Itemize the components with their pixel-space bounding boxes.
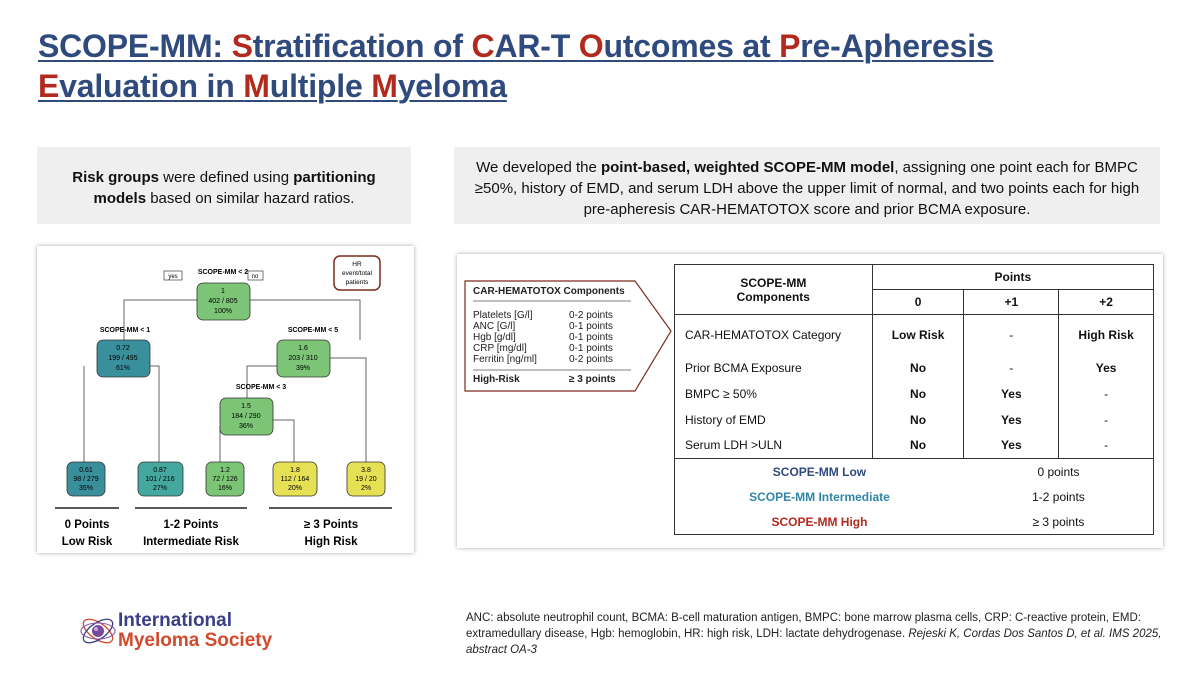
- svg-text:36%: 36%: [238, 423, 254, 430]
- svg-text:184 / 290: 184 / 290: [231, 413, 261, 420]
- title-initial: M: [243, 68, 270, 104]
- svg-text:1: 1: [221, 288, 225, 295]
- page-title: [38, 26, 1158, 106]
- svg-text:27%: 27%: [152, 485, 168, 492]
- components-header: SCOPE-MM Components: [675, 265, 873, 315]
- intro-left-text-2: based on similar hazard ratios.: [146, 190, 355, 207]
- node-leaf5: [347, 462, 385, 496]
- table-row: BMPC ≥ 50% No Yes -: [675, 381, 1154, 407]
- score-table-panel: [457, 254, 1163, 548]
- tree-legend-line1: HR: [352, 261, 362, 268]
- title-text: ultiple: [269, 68, 372, 104]
- logo-line2: Myeloma Society: [118, 630, 273, 651]
- group-intermediate-line1: 1-2 Points: [163, 519, 219, 531]
- svg-text:199 / 495: 199 / 495: [108, 355, 138, 362]
- footnote-reference: Rejeski K, Cordas Dos Santos D, et al. IMS 2025, abstract OA-3: [466, 628, 1162, 656]
- intro-right-box: [454, 147, 1160, 224]
- group-intermediate-line2: Intermediate Risk: [143, 536, 239, 548]
- group-low-line2: Low Risk: [61, 536, 113, 548]
- intro-right-text-2: , assigning one point each for BMPC ≥50%, history of EMD, and serum LDH above the upper limit of normal, and two points each for high pre-apheresis CAR-HEMATOTOX score and prior BCMA exposure.: [474, 159, 1140, 218]
- hematotox-row: Platelets [G/l] 0-2 points: [473, 310, 613, 321]
- ims-logo-icon: [78, 606, 118, 656]
- svg-text:100%: 100%: [214, 308, 232, 315]
- svg-text:0.72: 0.72: [116, 345, 130, 352]
- svg-text:39%: 39%: [295, 365, 311, 372]
- svg-text:72 / 126: 72 / 126: [212, 476, 238, 483]
- hematotox-risk-label: High-Risk: [473, 374, 520, 385]
- tree-edges: [84, 300, 366, 462]
- svg-text:402 / 805: 402 / 805: [208, 298, 238, 305]
- points-header: Points: [872, 265, 1153, 290]
- hematotox-row: Hgb [g/dl] 0-1 points: [473, 332, 613, 343]
- points-col-2: +2: [1059, 290, 1154, 315]
- tree-legend-line3: patients: [345, 279, 369, 286]
- footnote-text: ANC: absolute neutrophil count, BCMA: B-cell maturation antigen, BMPC: bone marrow plasma cells, CRP: C-reactive protein, EMD: extramedullary disease, Hgb: hemoglobin, HR: high risk, LDH: lactate dehydrogenase.: [466, 612, 1141, 640]
- svg-text:1.6: 1.6: [298, 345, 308, 352]
- hematotox-box: [463, 279, 636, 392]
- title-text: re-Apheresis: [800, 28, 994, 64]
- group-low-line1: 0 Points: [64, 519, 110, 531]
- node-leaf4: [273, 462, 317, 496]
- svg-text:35%: 35%: [78, 485, 94, 492]
- table-row: CAR-HEMATOTOX Category Low Risk - High Risk: [675, 315, 1154, 355]
- svg-text:19 / 20: 19 / 20: [355, 476, 377, 483]
- logo-line1: International: [118, 610, 233, 631]
- title-initial: C: [471, 28, 495, 64]
- hematotox-risk-value: ≥ 3 points: [569, 374, 616, 385]
- svg-text:61%: 61%: [115, 365, 131, 372]
- table-row: Prior BCMA Exposure No - Yes: [675, 355, 1154, 381]
- svg-text:98 / 279: 98 / 279: [73, 476, 99, 483]
- table-row: History of EMD No Yes -: [675, 407, 1154, 433]
- scope-mm-table: [674, 264, 1154, 535]
- ims-logo: [78, 606, 318, 656]
- decision-tree: [37, 246, 414, 553]
- svg-text:16%: 16%: [217, 485, 233, 492]
- decision-tree-panel: [37, 246, 414, 553]
- group-high-line2: High Risk: [304, 536, 358, 548]
- hematotox-row: CRP [mg/dl] 0-1 points: [473, 343, 613, 354]
- hematotox-row: ANC [G/l] 0-1 points: [473, 321, 613, 332]
- node-leaf1: [67, 462, 105, 496]
- group-row-low: SCOPE-MM Low 0 points: [675, 459, 1154, 485]
- svg-text:203 / 310: 203 / 310: [288, 355, 318, 362]
- title-initial: P: [779, 28, 801, 64]
- title-initial: O: [578, 28, 604, 64]
- node-m1: [220, 398, 273, 435]
- svg-text:1.5: 1.5: [241, 403, 251, 410]
- svg-text:0.87: 0.87: [153, 467, 167, 474]
- svg-text:3.8: 3.8: [361, 467, 371, 474]
- title-initial: S: [231, 28, 253, 64]
- node-r1: [277, 340, 330, 377]
- intro-left-text-1: were defined using: [158, 169, 294, 186]
- title-text: yeloma: [397, 68, 507, 104]
- split-right: SCOPE-MM < 5: [287, 327, 339, 334]
- node-root: [197, 283, 250, 320]
- svg-text:20%: 20%: [287, 485, 303, 492]
- table-row: Serum LDH >ULN No Yes -: [675, 433, 1154, 459]
- split-root: SCOPE-MM < 2: [197, 269, 249, 276]
- title-text: utcomes at: [603, 28, 780, 64]
- svg-text:0.61: 0.61: [79, 467, 93, 474]
- intro-left-bold-2: partitioning models: [93, 169, 376, 207]
- svg-text:1.8: 1.8: [290, 467, 300, 474]
- hematotox-heading: CAR-HEMATOTOX Components: [473, 286, 625, 297]
- title-text: SCOPE-MM:: [38, 28, 232, 64]
- split-mid: SCOPE-MM < 3: [235, 384, 287, 391]
- intro-left-box: [37, 147, 411, 224]
- group-high-line1: ≥ 3 Points: [303, 519, 359, 531]
- intro-right-text-1: We developed the: [476, 159, 601, 176]
- node-leaf3: [206, 462, 244, 496]
- no-label: no: [251, 274, 259, 280]
- node-l1: [97, 340, 150, 377]
- title-initial: M: [371, 68, 398, 104]
- split-left: SCOPE-MM < 1: [99, 327, 151, 334]
- title-text: AR-T: [494, 28, 579, 64]
- footnote: [466, 610, 1166, 658]
- svg-text:101 / 216: 101 / 216: [145, 476, 175, 483]
- title-text: valuation in: [59, 68, 244, 104]
- node-leaf2: [138, 462, 183, 496]
- tree-legend-line2: event/total: [342, 270, 372, 277]
- points-col-0: 0: [872, 290, 964, 315]
- svg-text:2%: 2%: [360, 485, 372, 492]
- hematotox-row: Ferritin [ng/ml] 0-2 points: [473, 354, 613, 365]
- group-row-high: SCOPE-MM High ≥ 3 points: [675, 509, 1154, 535]
- title-initial: E: [38, 68, 60, 104]
- title-text: tratification of: [252, 28, 472, 64]
- intro-right-bold: point-based, weighted SCOPE-MM model: [600, 159, 895, 176]
- group-row-intermediate: SCOPE-MM Intermediate 1-2 points: [675, 484, 1154, 509]
- points-col-1: +1: [964, 290, 1059, 315]
- yes-label: yes: [168, 274, 178, 280]
- intro-left-bold-1: Risk groups: [72, 169, 159, 186]
- svg-text:1.2: 1.2: [220, 467, 230, 474]
- svg-text:112 / 164: 112 / 164: [280, 476, 310, 483]
